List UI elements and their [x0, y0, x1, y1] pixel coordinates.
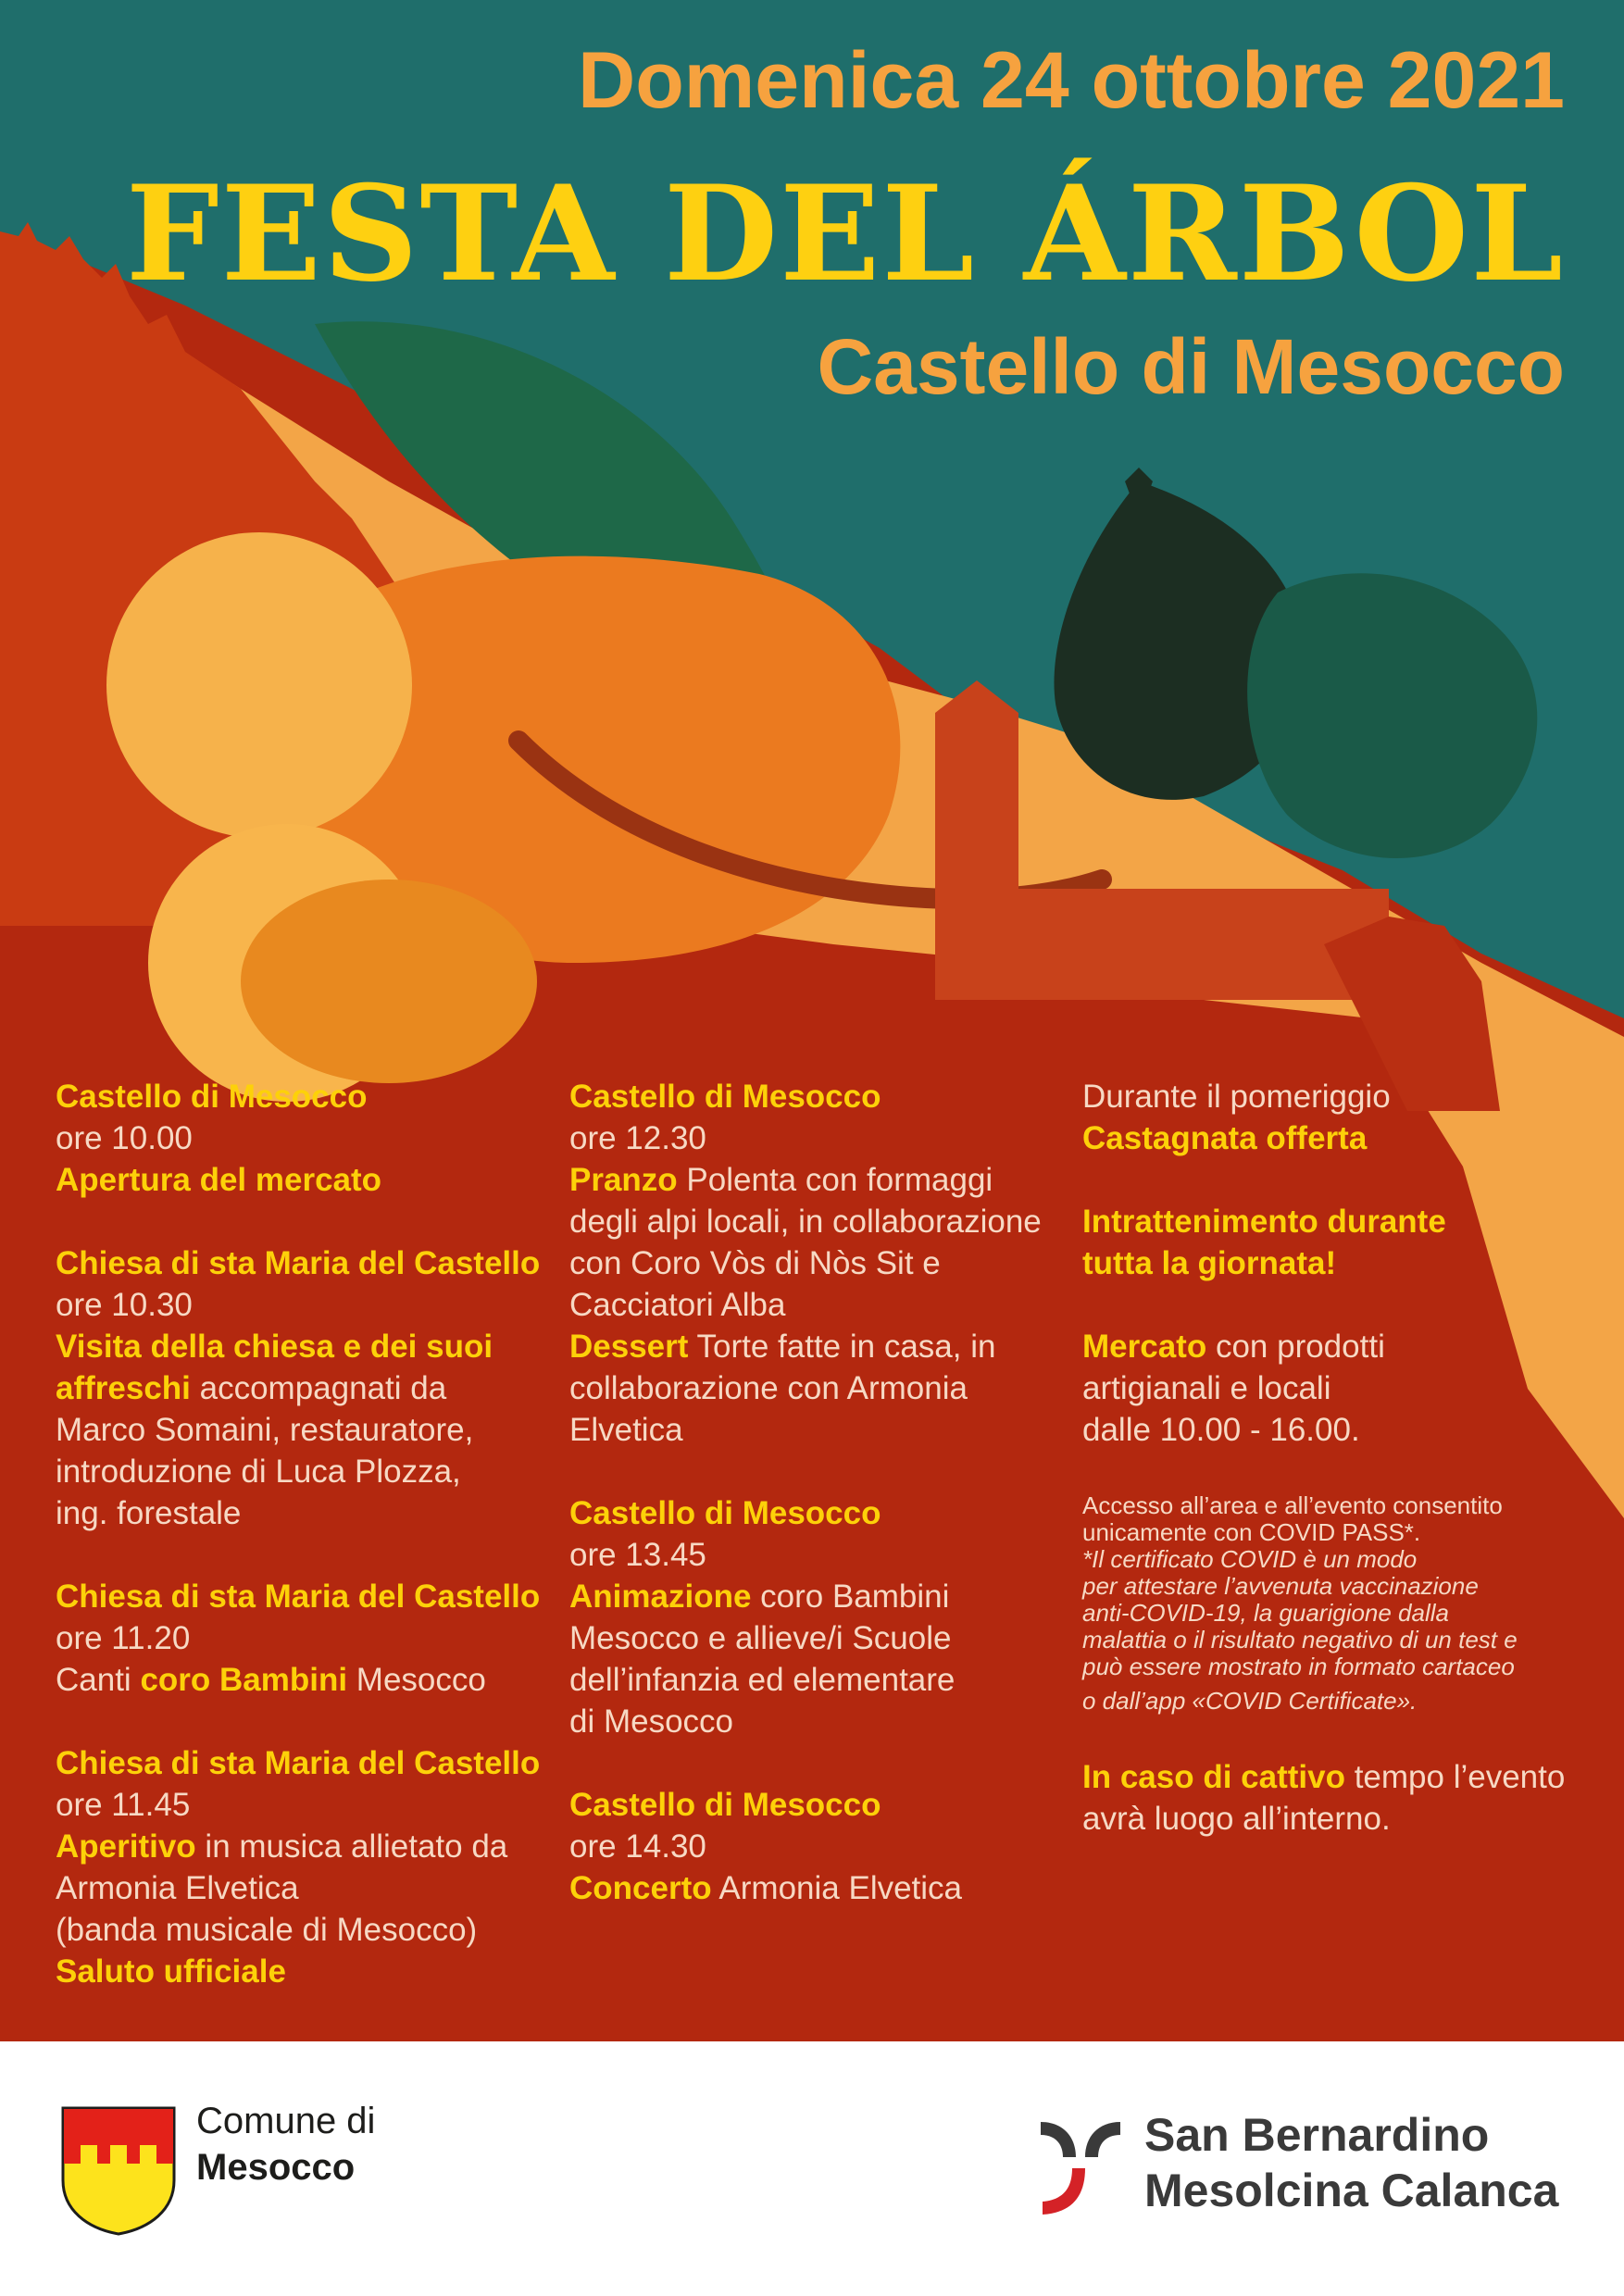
program-column-3 [1082, 1076, 1582, 1881]
mesocco-crest-icon [61, 2106, 176, 2236]
covid-line: unicamente con COVID PASS*. [1082, 1518, 1421, 1546]
item-desc [569, 1326, 1069, 1367]
item-place: Castello di Mesocco [56, 1079, 368, 1115]
weather-line [1082, 1756, 1582, 1798]
item-time: ore 13.45 [569, 1537, 706, 1573]
market-text: con prodotti [1206, 1329, 1385, 1365]
san-bernardino-label [1144, 2107, 1558, 2218]
event-date: Domenica 24 ottobre 2021 [578, 36, 1565, 125]
item-desc [56, 1659, 556, 1701]
item-desc-text: Canti [56, 1662, 141, 1698]
item-place: Chiesa di sta Maria del Castello [56, 1578, 541, 1615]
item-title: Visita della chiesa e dei suoi [56, 1329, 493, 1365]
market-line [1082, 1326, 1582, 1367]
item-desc: Mesocco e allieve/i Scuole [569, 1620, 952, 1656]
item-desc: introduzione di Luca Plozza, [56, 1454, 461, 1490]
weather-line: avrà luogo all’interno. [1082, 1801, 1391, 1837]
program-item [569, 1784, 1069, 1909]
entertainment-info [1082, 1201, 1582, 1284]
item-title: Apertura del mercato [56, 1162, 382, 1198]
entertainment-line: Intrattenimento durante [1082, 1204, 1446, 1240]
item-desc [569, 1576, 1069, 1617]
item-place: Castello di Mesocco [569, 1079, 881, 1115]
item-time: ore 12.30 [569, 1120, 706, 1156]
covid-footnote: anti-COVID-19, la guarigione dalla [1082, 1599, 1449, 1627]
item-desc [569, 1159, 1069, 1201]
covid-footnote: per attestare l’avvenuta vaccinazione [1082, 1572, 1479, 1600]
program-column-2 [569, 1076, 1069, 1951]
program-item [569, 1076, 1069, 1451]
item-desc-text: Polenta con formaggi [677, 1162, 993, 1198]
item-desc-text: accompagnati da [190, 1370, 447, 1406]
item-desc-text: coro Bambini [751, 1578, 950, 1615]
item-place: Castello di Mesocco [569, 1495, 881, 1531]
item-time: ore 14.30 [569, 1828, 706, 1865]
item-time: ore 10.30 [56, 1287, 193, 1323]
item-desc-text: Mesocco [347, 1662, 486, 1698]
comune-line: Comune di [196, 2101, 376, 2141]
market-hours: dalle 10.00 - 16.00. [1082, 1412, 1360, 1448]
item-desc-text: in musica allietato da [195, 1828, 508, 1865]
sbm-line: Mesolcina Calanca [1144, 2165, 1559, 2216]
weather-title: In caso di cattivo [1082, 1759, 1345, 1795]
item-title: coro Bambini [140, 1662, 348, 1698]
covid-footnote: *Il certificato COVID è un modo [1082, 1545, 1418, 1573]
item-desc: collaborazione con Armonia [569, 1370, 968, 1406]
comune-label [196, 2098, 375, 2190]
item-place: Chiesa di sta Maria del Castello [56, 1245, 541, 1281]
item-desc [56, 1826, 556, 1867]
afternoon-label: Durante il pomeriggio [1082, 1079, 1391, 1115]
item-title: Concerto [569, 1870, 712, 1906]
item-time: ore 11.45 [56, 1787, 191, 1823]
program-item [569, 1492, 1069, 1742]
item-desc: Cacciatori Alba [569, 1287, 786, 1323]
sbm-line: San Bernardino [1144, 2109, 1490, 2161]
item-desc: dell’infanzia ed elementare [569, 1662, 956, 1698]
item-desc: Elvetica [569, 1412, 683, 1448]
market-info [1082, 1326, 1582, 1451]
program-item [56, 1076, 556, 1201]
event-venue: Castello di Mesocco [817, 323, 1565, 410]
item-desc: degli alpi locali, in collaborazione [569, 1204, 1042, 1240]
program-item [56, 1576, 556, 1701]
item-title: Pranzo [569, 1162, 678, 1198]
weather-text: tempo l’evento [1344, 1759, 1566, 1795]
comune-name: Mesocco [196, 2147, 356, 2188]
item-desc-text: Torte fatte in casa, in [688, 1329, 996, 1365]
item-desc: ing. forestale [56, 1495, 242, 1531]
market-title: Mercato [1082, 1329, 1207, 1365]
castagnata-label: Castagnata offerta [1082, 1120, 1368, 1156]
item-desc: di Mesocco [569, 1703, 734, 1740]
item-title: Dessert [569, 1329, 689, 1365]
san-bernardino-logo-icon [1035, 2113, 1126, 2222]
covid-line: Accesso all’area e all’evento consentito [1082, 1491, 1503, 1519]
item-title: Saluto ufficiale [56, 1953, 286, 1990]
item-desc: (banda musicale di Mesocco) [56, 1912, 478, 1948]
item-place: Chiesa di sta Maria del Castello [56, 1745, 541, 1781]
covid-footnote: malattia o il risultato negativo di un test e [1082, 1626, 1518, 1653]
covid-footnote: o dall’app «COVID Certificate». [1082, 1687, 1418, 1715]
item-title: Aperitivo [56, 1828, 196, 1865]
item-place: Castello di Mesocco [569, 1787, 881, 1823]
covid-footnote: può essere mostrato in formato cartaceo [1082, 1653, 1515, 1680]
market-line: artigianali e locali [1082, 1370, 1331, 1406]
item-time: ore 10.00 [56, 1120, 193, 1156]
entertainment-line: tutta la giornata! [1082, 1245, 1337, 1281]
item-desc: Marco Somaini, restauratore, [56, 1412, 474, 1448]
event-title: FESTA DEL ÁRBOL [125, 157, 1565, 311]
item-desc [569, 1867, 1069, 1909]
item-desc: Armonia Elvetica [56, 1870, 299, 1906]
item-time: ore 11.20 [56, 1620, 191, 1656]
afternoon-info [1082, 1076, 1582, 1159]
item-title: Animazione [569, 1578, 752, 1615]
program-item [56, 1242, 556, 1534]
item-desc: con Coro Vòs di Nòs Sit e [569, 1245, 941, 1281]
item-desc [56, 1367, 556, 1409]
program-column-1 [56, 1076, 556, 2034]
item-desc-text: Armonia Elvetica [711, 1870, 963, 1906]
program-item [56, 1742, 556, 1992]
bad-weather-info [1082, 1756, 1582, 1840]
item-title-cont: affreschi [56, 1370, 191, 1406]
covid-notice [1082, 1492, 1582, 1715]
